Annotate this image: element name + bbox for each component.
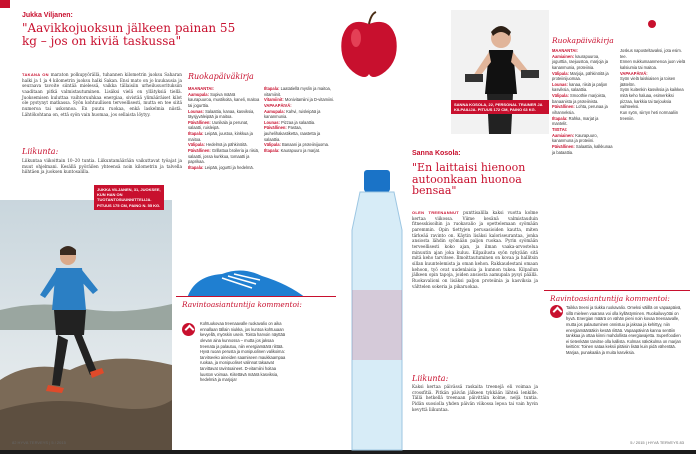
diary-entry: Ennen nukkumaanmenoa juon vielä kalsiumia tai maitoa. <box>620 59 686 70</box>
pin-icon <box>648 20 656 28</box>
right-page <box>348 0 696 450</box>
left-intro-text: maraton polkupyörällä, tuhannen kilometrin juoksu Saharan halki ja 1 ja 4 kilometrin juoksu halki Sakan. Ensi mato on jo kuukausia ja seuraava tavoite siintää mielessä, vaikka tällaisiin urheilusuorituksiin vaaditaan pitkä valmistautuminen. Lisäksi vielä on yllätyksiä tiellä. Juoksemisen kuluttaa vaihtoruuhkaa energiaa, sivistää ylimääräiset kilot ole pystynyt matkassa. Syön kohtuullisen terveellisesti, mutta en tee siitä numeroa tai uskonnoa. En puutu ruokaa, enkä laskelmia niistä. Lähtökohtana on, että syön vain huomaa, jos sellaista löytyy. <box>22 72 182 117</box>
diary-entry: Joskus naposteltavaksi, jota esim. tee. <box>620 48 682 59</box>
right-section-head: Liikunta: <box>412 374 449 383</box>
diary-entry: Välipala: Banaani ja proteiinijuoma. <box>264 142 330 148</box>
diary-entry: VAPAAPÄIVÄ: <box>264 102 292 108</box>
right-intro <box>412 210 538 289</box>
right-diary-col1 <box>552 48 614 155</box>
accent-bar <box>0 0 10 8</box>
right-headline: "En laittaisi hienoon autoonkaan huonoa bensaa" <box>412 161 526 198</box>
diary-entry: Iltapala: Kaurapuuro ja marjat. <box>264 148 320 154</box>
quote-mark-icon <box>550 305 563 318</box>
gym-photo <box>451 10 549 134</box>
diary-entry: Välipala: Marjoja, pähkinöitä ja proteiinijuomaa. <box>552 70 609 82</box>
diary-entry: Päivällinen: Uunikala ja perunat, salaatti, ruisleipä. <box>188 119 249 131</box>
diary-entry: Syön kuitenkin kasviksia ja kaikkea mitä keho haluaa, esimerkiksi pizzaa, karkkia tai tarjouksia vaihteeksi. <box>620 87 684 110</box>
diary-entry: Vitamiinit: Monivitamiini ja D-vitamiini. <box>264 97 335 103</box>
right-comment-box <box>544 290 690 444</box>
left-diary-col2 <box>264 86 336 154</box>
runner-photo <box>0 187 172 450</box>
diary-entry: Iltapala: Rahka, marjat ja mantelit. <box>552 115 599 127</box>
runner-illustration <box>0 200 172 450</box>
right-intro-lead: OLEN TREENANNUT <box>412 210 460 215</box>
gym-illustration <box>451 10 549 134</box>
left-comment-head: Ravintoasiantuntija kommentoi: <box>182 300 302 309</box>
right-section-text: Kaksi kertaa päivässä raskaita treenejä eli voimaa ja crossfitiä. Pitkän päivän jälkeen tykkään lähteä lenkille. Tällä hetkellä treenaan päivittäin kolme, neljä tuntia. Pidän suosiolla yhden päivän viikossa lepoa tai vain hyvin kevyttä liikuntaa. <box>412 384 538 412</box>
left-diary-col1 <box>188 86 260 171</box>
left-comment-box <box>176 296 336 446</box>
diary-entry: Välipala: Hedelmä ja pähkinöitä. <box>188 142 248 148</box>
left-diary-title: Ruokapäiväkirja <box>188 72 254 81</box>
diary-entry: TIISTAI: <box>552 126 568 132</box>
quote-mark-icon <box>182 323 195 336</box>
diary-entry: Aamupala: Sopiva määrä kaurapuuroa, mustikoita, kaneli, maitoa tai jogurttia. <box>188 91 260 108</box>
diary-entry: MAANANTAI: <box>552 48 578 53</box>
right-diary-col2 <box>620 48 686 121</box>
diary-entry: Päivällinen: Lohta, perunaa ja vihanneksia. <box>552 104 608 116</box>
diary-entry: Iltapala: Leipää, juustoa, kinkkua ja maitoa. <box>188 131 253 142</box>
diary-entry: Iltapala: Laatatiellä myslin ja maitoa, vitamiinit. <box>264 86 331 97</box>
diary-entry: Päivällinen: Grillattua broileria ja riisiä, salaatti, jossa kurkkua, tomaatti ja paprikaa. <box>188 148 260 165</box>
right-comment-text: Taikka treeni ja tiukka ruokavalio. Omeksi välillä on vapaapäivä, sillä mieleen vaarana voi olla kyllästyminen. Ruokailuvyötäi on hyvä. Energian määrä on vähän pieni noin kovaa treenaavalle, mutta jos palautuminen onnistuu ja jaksaa ja kehittyy, niin energiamäärääkin kesää riittää. Vapaapäivinä kanna senttiin tankkaa ja ottaa kiinni mahdollista energiavajetta. Superfoodien ei tietenkään tarvitse olla kallista. Kolmas näkökulma on marjan keittiön: Toinen sataa keksii pitäisin lisää kuin pidä vähentää. Marjaa, punakaalia ja muita kasviksia. <box>566 305 682 356</box>
diary-entry: Aamiainen: Kaurapuuro, kananmuna ja proteiini. <box>552 132 598 144</box>
left-photo-caption: JUKKA VILJANEN, 31, JUOKSEE, KUN HAN ON TUOTANTOSUUNNITTELIJA. PITUUS 175 CM, PAINO N. 55 KG. <box>94 185 164 210</box>
left-intro <box>22 72 182 117</box>
left-headline: "Aavikkojuoksun jälkeen painan 55 kg – jos on kiviä taskussa" <box>22 21 236 48</box>
diary-entry: Lounas: Salaattia, kanaa, kasviksia, täysjyväleipää ja maitoa. <box>188 108 255 120</box>
diary-entry: Syön vielä laiskiaisen ja toisen jäätelön. <box>620 76 676 87</box>
right-photo-caption: SANNA KOSOLA, 22, PERSONAL TRAINER JA KILPAILIJA. PITUUS 172 CM, PAINO 63 KG. <box>451 100 549 114</box>
diary-entry: MAANANTAI: <box>188 86 214 91</box>
diary-entry: VAPAAPÄIVÄ: <box>620 70 648 76</box>
diary-entry: Aamupala: Kahvi, ruisleipää ja kananmunia. <box>264 108 321 120</box>
right-footer: 5 / 2015 | HYVÄ TERVEYS 83 <box>630 440 684 445</box>
diary-entry: Päivällinen: Salaattia, kalkkunaa ja bataattia. <box>552 143 613 155</box>
apple-icon <box>338 10 400 80</box>
left-page <box>0 0 348 450</box>
right-kicker: Sanna Kosola: <box>412 150 461 157</box>
water-bottle-icon <box>344 170 410 450</box>
left-comment-text: Kohtuukovaa treenaavalle ruokavalio on aika ennallaan tällain niukka, jos kuntoa kohtuuaan kevyellä, myöskin usein. Toista harvoin näyttää olevan aina kunnossa – mutta jos jaksaa treenata ja palautuu, niin energiamäärä riittää. Hyvä ruoan perusta ja monipuolinen valikoima: tarvitseeko aineiden saamiseen maukkaampaa ruokaa, ja monipuoliset valinnat takaavat tarvittavat ravintoaineet. D-vitamiini hoitaa luuston voimaa. Kiitettävä määrä kasviksia, hedelmiä ja marjoja! <box>200 321 286 383</box>
diary-entry: Päivällinen: Pastaa, jauhelihakastiketta, raastetta ja salaattia. <box>264 125 321 142</box>
right-comment-head: Ravintoasiantuntija kommentoi: <box>550 294 670 303</box>
diary-entry: Lounas: kanaa, riisiä ja paljon kasviksia, salaattia. <box>552 81 608 93</box>
right-intro-text: punttisalilla kaksi vuotta kolme kertaa viikossa. Viime kesänä valmistauduin fitnesskisoihin ja ruokavalio ja opettelemaan syömään paremmin. Opin tiettyjen perusasioiden kautta, miten tärkeää ravinto on. Käytin lisäksi kaloriseurantaa, jonka ansiosta lähdin syömään paljon ruokaa. Pyrin syömään terveellisesti koko ajan, ja ilman vaaka-arvostelua minuutin ajan joka kuluu. Kilpailusta syön nykyään sitä mitä keho tarvitsee. Ilmoittautuminen on kovaa ja hallitsin sillan kuuntelemista ja oman kehon. Rakkaudestani omaan kehoon, työ ovat uudenlaisia ja kunnon tukea. Kilpailun jälkeen opin tapoja, joiden ansiosta aamupala pysyi päällä. Ruokavalioni on lisäksi paljon proteiinia ja kasviksia ja välttelen sokeria ja pikaruokaa. <box>412 210 538 289</box>
left-footer: 82 HYVÄ TERVEYS | 5 / 2015 <box>12 440 66 445</box>
left-kicker: Jukka Viljanen: <box>22 12 73 19</box>
diary-entry: Välipala: Smoothie marjoista, banaanista ja proteiinista. <box>552 93 607 104</box>
left-intro-lead: TAKANA ON <box>22 72 49 77</box>
left-section-head: Liikunta: <box>22 147 59 156</box>
diary-entry: Lounas: Pizzaa ja salaattia. <box>264 119 316 125</box>
diary-entry: Iltapala: Leipää, jogurtti ja hedelmä. <box>188 164 254 170</box>
right-diary-title: Ruokapäiväkirja <box>552 36 614 45</box>
diary-entry: Aamiainen: kaurapuuroa, jogurttia, raejuustoa, marjoja ja kananmunia, proteiinia. <box>552 53 608 70</box>
left-section-text: Liikuntaa viikoittain 10–20 tuntia. Liikuntamäärään vaikuttavat työajat ja muut ohjelmani. Kesällä pyöräilen yhteensä noin kilometrin ja talvella hiihtäen ja juoksen kuntosalilla. <box>22 158 182 175</box>
diary-entry: Kun syön, siirryn heti normaaliin treeniin. <box>620 110 679 121</box>
